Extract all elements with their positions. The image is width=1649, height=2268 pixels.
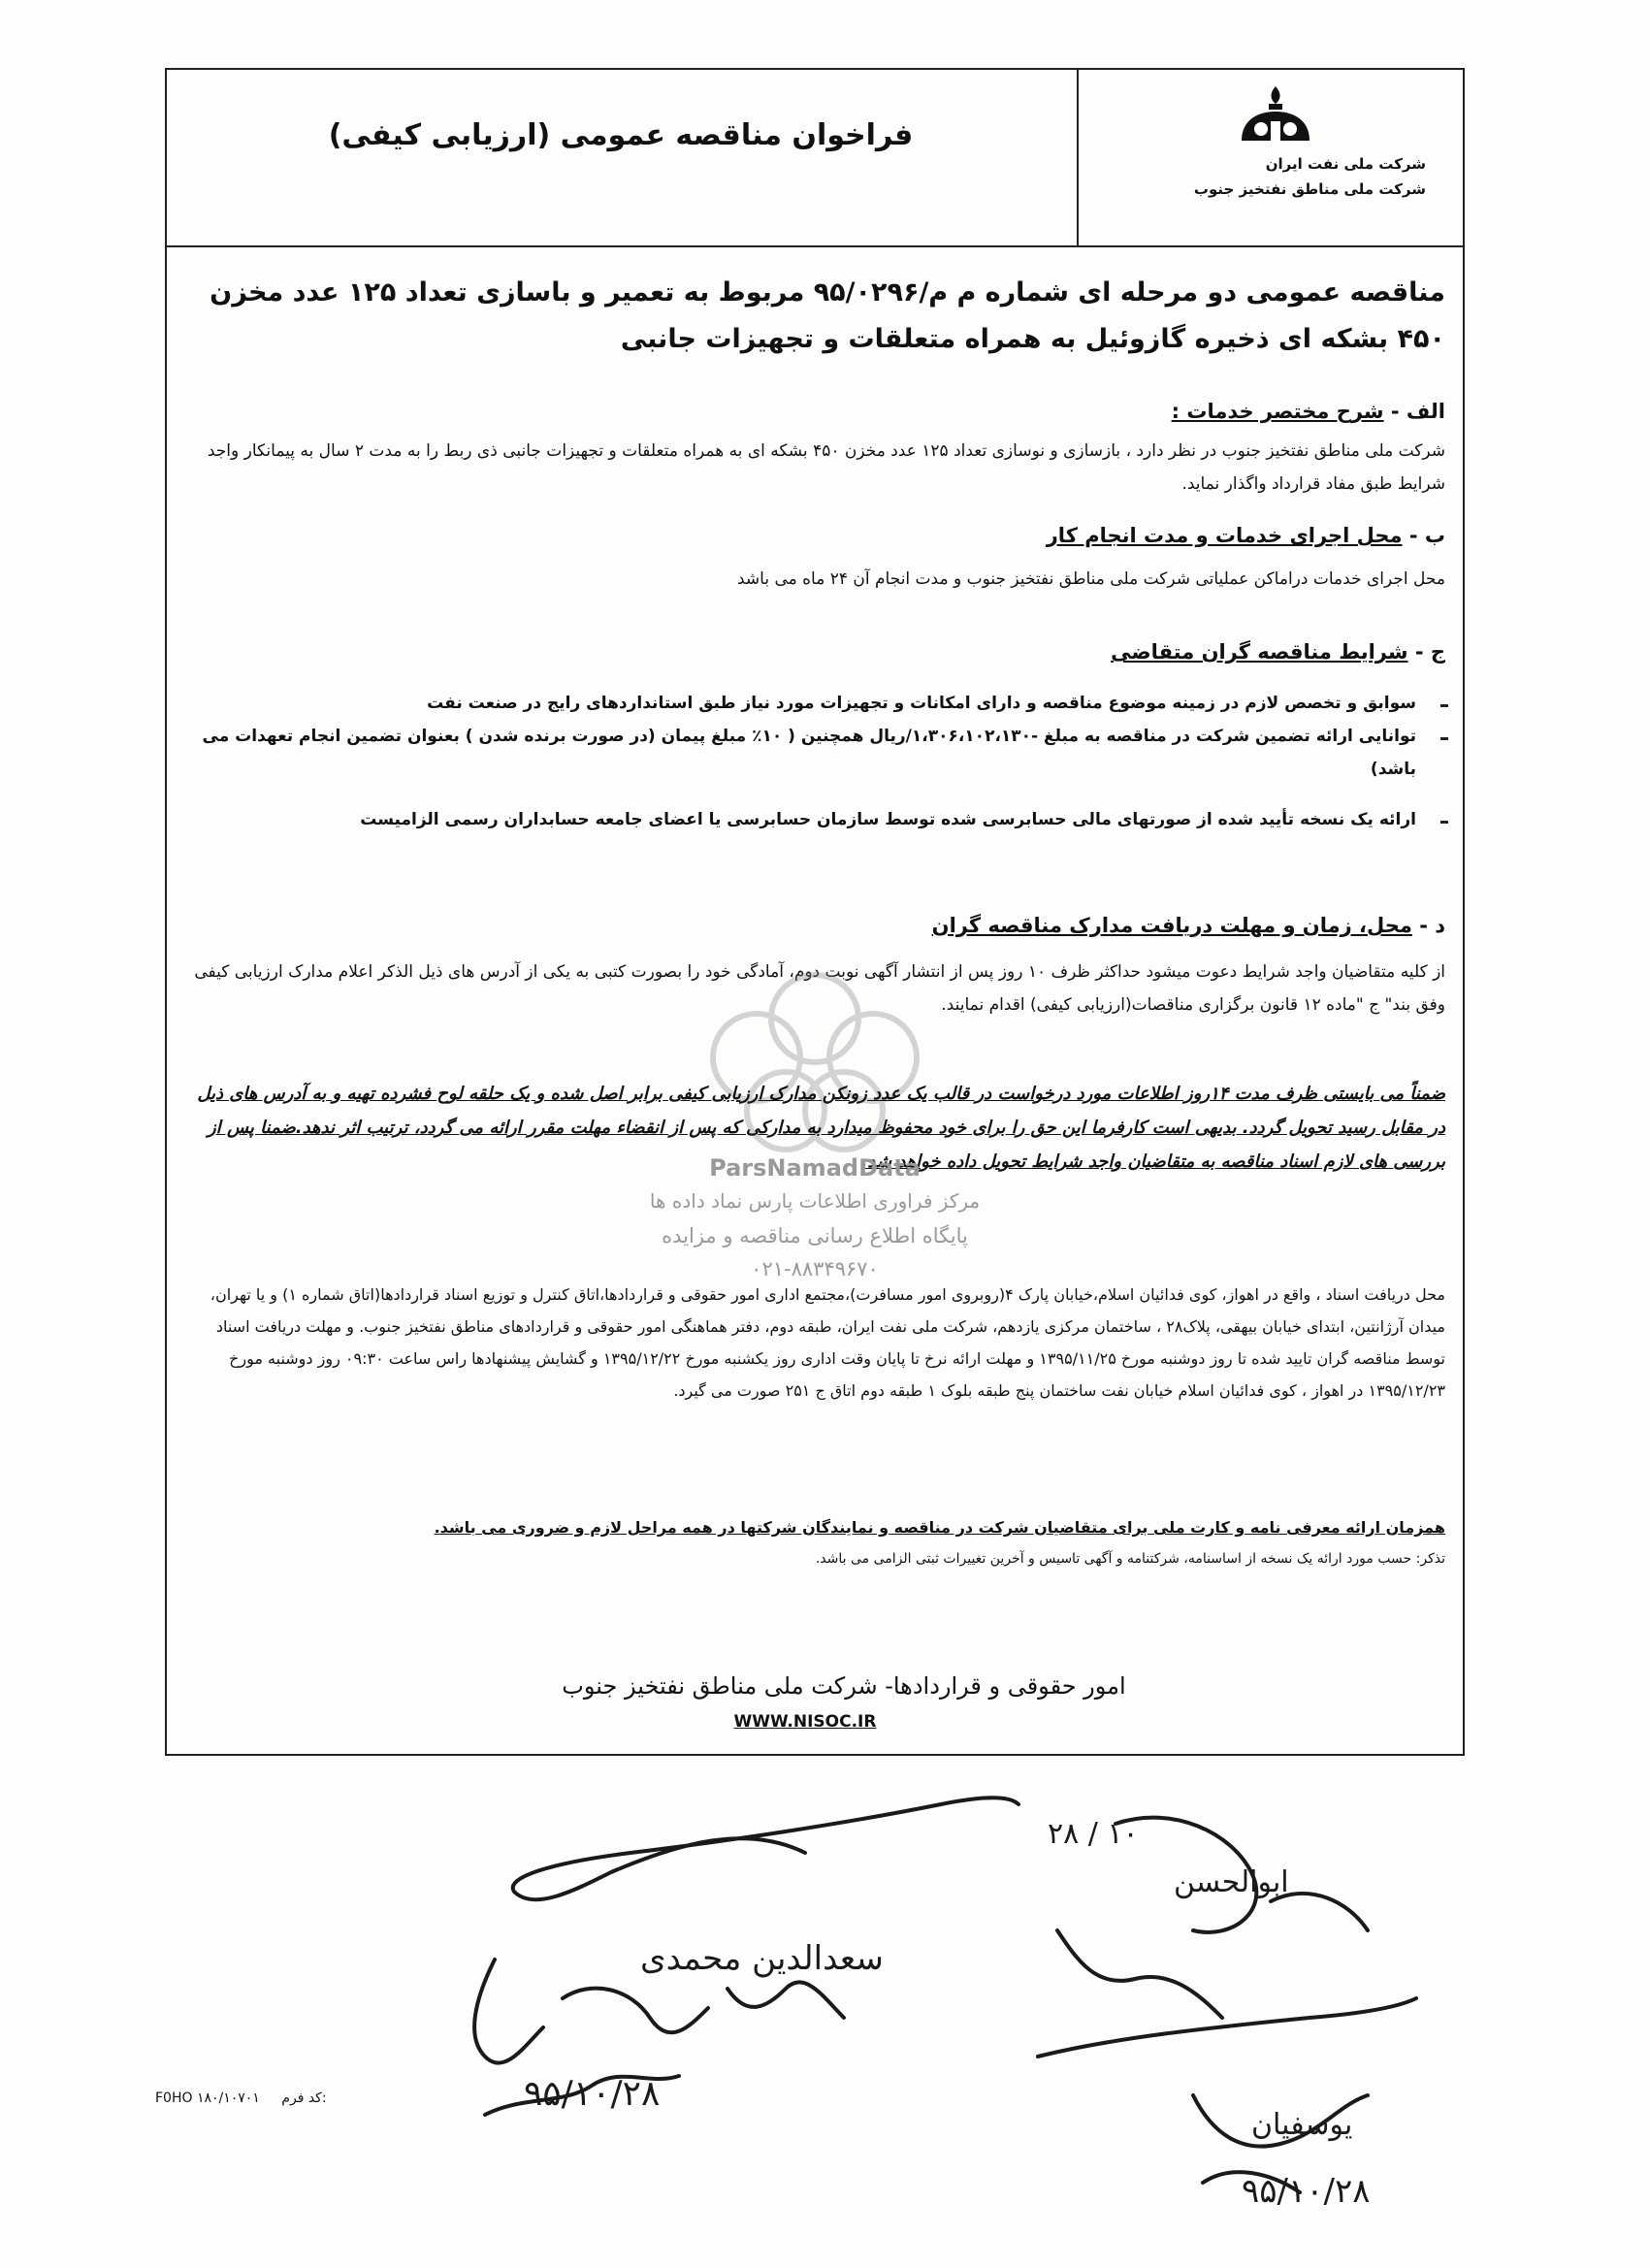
watermark-brand: ParsNamadData bbox=[709, 1154, 921, 1182]
address-paragraph: محل دریافت اسناد ، واقع در اهواز، کوی فدائیان اسلام،خیابان پارک ۴(روبروی امور مسافرت)،مجتمع اداری امور حقوقی و قراردادها،اتاق کنترل و توزیع اسناد قراردادها(اتاق شماره ۱) و یا تهران، میدان آرژانتین، ابتدای خیابان بیهقی، پلاک۲۸ ، ساختمان مرکزی یازدهم، شرکت ملی نفت ایران، طبقه دوم، دفتر هماهنگی امور حقوقی و قراردادهای مناطق نفتخیز جنوب. و مهلت دریافت اسناد توسط مناقصه گران تایید شده تا روز دوشنبه مورخ ۱۳۹۵/۱۱/۲۵ و مهلت ارائه نرخ تا پایان وقت اداری روز یکشنبه مورخ ۱۳۹۵/۱۲/۲۲ و گشایش پیشنهادها راس ساعت ۰۹:۳۰ روز دوشنبه مورخ ۱۳۹۵/۱۲/۲۳ در اهواز ، کوی فدائیان اسلام خیابان نفت ساختمان پنج طبقه بلوک ۱ طبقه دوم اتاق ج ۲۵۱ صورت می گیرد. bbox=[210, 1285, 1445, 1400]
section-a-title: شرح مختصر خدمات : bbox=[1171, 400, 1384, 423]
bullet-marker bbox=[1440, 737, 1448, 740]
company-name-nioc: شرکت ملی نفت ایران bbox=[1265, 155, 1426, 173]
company-name-nisoc: شرکت ملی مناطق نفتخیز جنوب bbox=[1193, 180, 1426, 198]
signature-3-name: یوسفیان bbox=[1251, 2108, 1353, 2142]
section-b-title: محل اجرای خدمات و مدت انجام کار bbox=[1046, 524, 1403, 547]
section-c-item-1: سوابق و تخصص لازم در زمینه موضوع مناقصه و دارای امکانات و تجهیزات مورد نیاز طبق استانداردهای رایج در صنعت نفت bbox=[427, 694, 1416, 713]
section-d-prefix: د - bbox=[1419, 914, 1445, 937]
tender-title: مناقصه عمومی دو مرحله ای شماره م م/۹۵/۰۲۹۶ مربوط به تعمیر و باسازی تعداد ۱۲۵ عدد مخزن ۴۵۰ بشکه ای ذخیره گازوئیل به همراه متعلقات و تجهیزات جانبی bbox=[210, 277, 1445, 354]
section-c-prefix: ج - bbox=[1414, 640, 1445, 664]
footer-website: WWW.NISOC.IR bbox=[733, 1712, 877, 1732]
notice-text: ضمناً می بایستی ظرف مدت ۱۴روز اطلاعات مورد درخواست در قالب یک عدد زونکن مدارک ارزیابی کیفی برابر اصل شده و یک حلقه لوح فشرده تهیه و به آدرس های ذیل در مقابل رسید تحویل گردد. بدیهی است کارفرما این حق را برای خود محفوظ میدارد به مدارکی که پس از انقضاء مهلت مقرر ارائه می گردد، ترتیب اثر ندهد.ضمنا پس از بررسی های لازم اسناد مناقصه به متقاضیان واجد شرایط تحویل داده خواهد شد. bbox=[197, 1084, 1445, 1172]
section-d-heading bbox=[184, 914, 1445, 937]
section-a-prefix: الف - bbox=[1390, 400, 1445, 423]
reminder-note: تذکر: حسب مورد ارائه یک نسخه از اساسنامه، شرکتنامه و آگهی تاسیس و آخرین تغییرات ثبتی الزامی می باشد. bbox=[815, 1551, 1445, 1567]
watermark-line-2: پایگاه اطلاع رسانی مناقصه و مزایده bbox=[662, 1224, 968, 1247]
signature-2-date: ۹۵/۱۰/۲۸ bbox=[524, 2074, 661, 2114]
section-a-heading bbox=[184, 400, 1445, 423]
page-title: فراخوان مناقصه عمومی (ارزیابی کیفی) bbox=[328, 118, 914, 152]
footer-organization: امور حقوقی و قراردادها- شرکت ملی مناطق نفتخیز جنوب bbox=[562, 1672, 1126, 1700]
form-code bbox=[155, 2090, 446, 2106]
section-b-body: محل اجرای خدمات دراماکن عملیاتی شرکت ملی مناطق نفتخیز جنوب و مدت انجام آن ۲۴ ماه می باشد bbox=[736, 569, 1445, 589]
handwritten-signatures bbox=[436, 1766, 1455, 2231]
section-c-item-2: توانایی ارائه تضمین شرکت در مناقصه به مبلغ -۱،۳۰۶،۱۰۲،۱۳۰/ریال همچنین ( ۱۰٪ مبلغ پیمان (در صورت برنده شدن ) بعنوان تضمین انجام تعهدات می باشد) bbox=[202, 727, 1416, 779]
form-code-label: کد فرم: bbox=[281, 2090, 327, 2106]
bullet-marker bbox=[1440, 821, 1448, 824]
section-b-heading bbox=[184, 524, 1445, 547]
signature-2-name: سعدالدین محمدی bbox=[640, 1939, 884, 1978]
simultaneous-note: همزمان ارائه معرفی نامه و کارت ملی برای متقاضیان شرکت در مناقصه و نمایندگان شرکتها در همه مراحل لازم و ضروری می باشد. bbox=[434, 1518, 1445, 1537]
section-c-title: شرایط مناقصه گران متقاضی bbox=[1111, 640, 1408, 664]
section-c-item-3: ارائه یک نسخه تأیید شده از صورتهای مالی حسابرسی شده توسط سازمان حسابرسی یا اعضای جامعه حسابداران رسمی الزامیست bbox=[360, 810, 1416, 829]
section-a-body: شرکت ملی مناطق نفتخیز جنوب در نظر دارد ، بازسازی و نوسازی تعداد ۱۲۵ عدد مخزن ۴۵۰ بشکه ای به همراه متعلقات و تجهیزات جانبی ذی ربط را به مدت ۲ سال به پیمانکار واجد شرایط طبق مفاد قرارداد واگذار نماید. bbox=[207, 441, 1445, 494]
form-code-value: F0HO ۱۸۰/۱۰۷۰۱ bbox=[155, 2090, 260, 2106]
header-divider bbox=[1077, 68, 1079, 247]
signature-1-date: ۲۸ / ۱۰ bbox=[1048, 1817, 1139, 1851]
section-d-title: محل، زمان و مهلت دریافت مدارک مناقصه گران bbox=[931, 914, 1412, 937]
watermark-phone: ۰۲۱-۸۸۳۴۹۶۷۰ bbox=[751, 1257, 879, 1280]
section-d-body: از کلیه متقاضیان واجد شرایط دعوت میشود حداکثر ظرف ۱۰ روز پس از انتشار آگهی نوبت دوم، آمادگی خود را بصورت کتبی به یکی از آدرس های ذیل الذکر اعلام مدارک ارزیابی کیفی وفق بند" ج "ماده ۱۲ قانون برگزاری مناقصات(ارزیابی کیفی) اقدام نمایند. bbox=[194, 962, 1445, 1015]
signature-1-name: ابوالحسن bbox=[1174, 1865, 1289, 1899]
signature-3-date: ۹۵/۱۰/۲۸ bbox=[1242, 2172, 1371, 2211]
watermark-line-1: مرکز فراوری اطلاعات پارس نماد داده ها bbox=[649, 1189, 981, 1213]
bullet-marker bbox=[1440, 704, 1448, 707]
section-c-heading bbox=[184, 640, 1445, 664]
section-b-prefix: ب - bbox=[1408, 524, 1445, 547]
nioc-logo-icon bbox=[1232, 82, 1319, 150]
